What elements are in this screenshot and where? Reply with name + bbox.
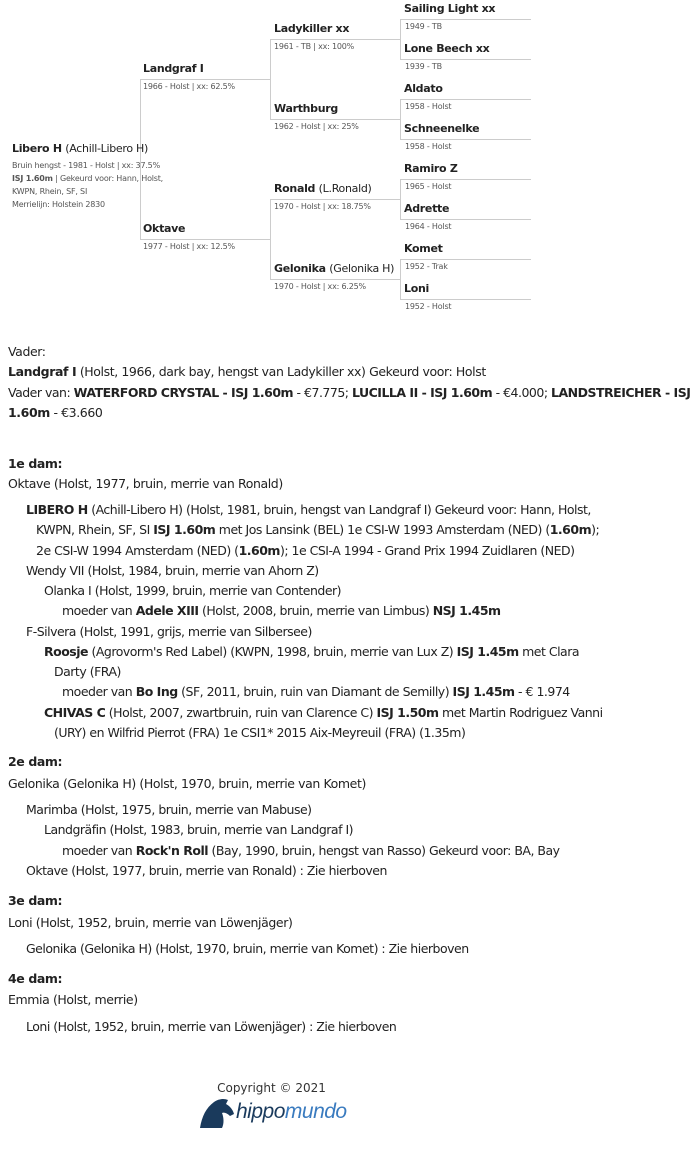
- dam1-heading: 1e dam:: [8, 456, 63, 471]
- chivas-b: (Holst, 2007, zwartbruin, ruin van Clarence C): [105, 705, 377, 720]
- dam-info: 1977 - Holst | xx: 12.5%: [143, 242, 235, 251]
- libero2-e: );: [591, 522, 600, 537]
- g1-info: 1949 - TB: [405, 22, 442, 31]
- moeder3-a: moeder van: [62, 843, 136, 858]
- libero2-b: ISJ 1.60m: [153, 522, 216, 537]
- dam-name[interactable]: Oktave: [143, 222, 186, 235]
- subject-isj: ISJ 1.60m: [12, 174, 53, 183]
- g2-info: 1939 - TB: [405, 62, 442, 71]
- ds-name[interactable]: [274, 182, 372, 195]
- g6-name[interactable]: Adrette: [404, 202, 450, 215]
- dd-info: 1970 - Holst | xx: 6.25%: [274, 282, 366, 291]
- dam3-name: Loni (Holst, 1952, bruin, merrie van Löwenjäger): [8, 915, 293, 930]
- oktave-ref-line: Oktave (Holst, 1977, bruin, merrie van Ronald) : Zie hierboven: [26, 863, 387, 878]
- ds-name-text: Ronald: [274, 182, 316, 195]
- libero3-a: 2e CSI-W 1994 Amsterdam (NED) (: [36, 543, 239, 558]
- moeder2-e: - € 1.974: [514, 684, 570, 699]
- olanka-line: Olanka I (Holst, 1999, bruin, merrie van Contender): [44, 583, 342, 598]
- offspring-3-money: - €3.660: [49, 405, 103, 420]
- sire-name[interactable]: Landgraf I: [143, 62, 204, 75]
- chivas-line2: (URY) en Wilfrid Pierrot (FRA) 1e CSI1* 2015 Aix-Meyreuil (FRA) (1.35m): [54, 725, 466, 740]
- offspring-3-height: 1.60m: [8, 405, 50, 420]
- g8-name[interactable]: Loni: [404, 282, 429, 295]
- g3-name[interactable]: Aldato: [404, 82, 443, 95]
- roosje-line2: Darty (FRA): [54, 664, 121, 679]
- g6-info: 1964 - Holst: [405, 222, 452, 231]
- sire-info: 1966 - Holst | xx: 62.5%: [143, 82, 235, 91]
- subject-damline: Merrielijn: Holstein 2830: [12, 200, 105, 209]
- ds-info: 1970 - Holst | xx: 18.75%: [274, 202, 371, 211]
- dam1-name: Oktave (Holst, 1977, bruin, merrie van Ronald): [8, 476, 283, 491]
- libero2-a: KWPN, Rhein, SF, SI: [36, 522, 154, 537]
- subject-sub: (Achill-Libero H): [65, 142, 148, 155]
- vader-offspring-label: Vader van:: [8, 385, 74, 400]
- offspring-2: LUCILLA II - ISJ 1.60m: [351, 385, 493, 400]
- ss-name[interactable]: Ladykiller xx: [274, 22, 350, 35]
- vader-heading: Vader:: [8, 344, 46, 359]
- g7-info: 1952 - Trak: [405, 262, 448, 271]
- fsilvera-line: F-Silvera (Holst, 1991, grijs, merrie van Silbersee): [26, 624, 312, 639]
- offspring-1: WATERFORD CRYSTAL - ISJ 1.60m: [73, 385, 294, 400]
- subject-keur: | Gekeurd voor: Hann, Holst,: [52, 174, 164, 183]
- dd-sub: (Gelonika H): [329, 262, 395, 275]
- moeder1-a: moeder van: [62, 603, 136, 618]
- libero-line3: [36, 541, 575, 561]
- logo-text-b: mundo: [284, 1100, 347, 1123]
- g2-name[interactable]: Lone Beech xx: [404, 42, 490, 55]
- moeder3-c: (Bay, 1990, bruin, hengst van Rasso) Gekeurd voor: BA, Bay: [208, 843, 560, 858]
- gelonika-ref-line: Gelonika (Gelonika H) (Holst, 1970, bruin, merrie van Komet) : Zie hierboven: [26, 941, 469, 956]
- subject-name-text: Libero H: [12, 142, 62, 155]
- libero3-b: 1.60m: [238, 543, 280, 558]
- dam2-name: Gelonika (Gelonika H) (Holst, 1970, bruin, merrie van Komet): [8, 776, 366, 791]
- subject-info: Bruin hengst - 1981 - Holst | xx: 37.5%: [12, 161, 160, 170]
- libero-line2: [36, 520, 600, 540]
- libero3-c: ); 1e CSI-A 1994 - Grand Prix 1994 Zuidlaren (NED): [279, 543, 575, 558]
- horse-head-icon: [196, 1096, 236, 1130]
- offspring-1-money: - €7.775;: [293, 385, 352, 400]
- subject-info2: [12, 174, 163, 183]
- landgrafin-line: Landgräfin (Holst, 1983, bruin, merrie van Landgraf I): [44, 822, 354, 837]
- libero-name: LIBERO H: [26, 502, 88, 517]
- marimba-line: Marimba (Holst, 1975, bruin, merrie van Mabuse): [26, 802, 312, 817]
- vader-name: Landgraf I: [8, 364, 77, 379]
- g7-name[interactable]: Komet: [404, 242, 443, 255]
- roosje-d: met Clara: [518, 644, 580, 659]
- g5-name[interactable]: Ramiro Z: [404, 162, 458, 175]
- ds-sub: (L.Ronald): [318, 182, 372, 195]
- roosje-a: Roosje: [44, 644, 89, 659]
- roosje-line1: [44, 642, 580, 662]
- moeder2-line: [62, 682, 592, 702]
- moeder1-line: [62, 601, 592, 621]
- sd-info: 1962 - Holst | xx: 25%: [274, 122, 359, 131]
- chivas-a: CHIVAS C: [44, 705, 106, 720]
- offspring-3: LANDSTREICHER - ISJ: [551, 385, 690, 400]
- g4-name[interactable]: Schneenelke: [404, 122, 480, 135]
- g1-name[interactable]: Sailing Light xx: [404, 2, 496, 15]
- moeder1-d: NSJ 1.45m: [432, 603, 501, 618]
- chivas-c: ISJ 1.50m: [376, 705, 439, 720]
- dam4-name: Emmia (Holst, merrie): [8, 992, 138, 1007]
- roosje-b: (Agrovorm's Red Label) (KWPN, 1998, bruin, merrie van Lux Z): [88, 644, 457, 659]
- moeder1-c: (Holst, 2008, bruin, merrie van Limbus): [198, 603, 433, 618]
- libero2-d: 1.60m: [549, 522, 592, 537]
- subject-name[interactable]: [12, 142, 148, 155]
- wendy-line: Wendy VII (Holst, 1984, bruin, merrie van Ahorn Z): [26, 563, 319, 578]
- moeder1-b: Adele XIII: [135, 603, 199, 618]
- ss-info: 1961 - TB | xx: 100%: [274, 42, 355, 51]
- moeder2-b: Bo Ing: [135, 684, 178, 699]
- dd-name-text: Gelonika: [274, 262, 326, 275]
- libero-line1: [26, 500, 591, 520]
- libero2-c: met Jos Lansink (BEL) 1e CSI-W 1993 Amsterdam (NED) (: [215, 522, 550, 537]
- hippomundo-logo[interactable]: [196, 1096, 356, 1132]
- vader-line2: [8, 383, 690, 403]
- chivas-line1: [44, 703, 603, 723]
- sd-name[interactable]: Warthburg: [274, 102, 338, 115]
- logo-text-a: hippo: [236, 1100, 285, 1123]
- dd-name[interactable]: [274, 262, 394, 275]
- chivas-d: met Martin Rodriguez Vanni: [438, 705, 603, 720]
- vader-line3: [8, 403, 538, 423]
- moeder3-b: Rock'n Roll: [135, 843, 209, 858]
- dam4-heading: 4e dam:: [8, 971, 63, 986]
- libero-desc: (Achill-Libero H) (Holst, 1981, bruin, hengst van Landgraf I) Gekeurd voor: Hann, Holst,: [87, 502, 591, 517]
- g8-info: 1952 - Holst: [405, 302, 452, 311]
- vader-line1: [8, 362, 538, 382]
- moeder2-a: moeder van: [62, 684, 136, 699]
- subject-info3: KWPN, Rhein, SF, SI: [12, 187, 88, 196]
- g3-info: 1958 - Holst: [405, 102, 452, 111]
- vader-desc: (Holst, 1966, dark bay, hengst van Ladykiller xx) Gekeurd voor: Holst: [76, 364, 486, 379]
- logo-text: [236, 1100, 347, 1124]
- moeder2-d: ISJ 1.45m: [452, 684, 515, 699]
- loni-ref-line: Loni (Holst, 1952, bruin, merrie van Löwenjäger) : Zie hierboven: [26, 1019, 397, 1034]
- copyright: Copyright © 2021: [217, 1081, 326, 1095]
- offspring-2-money: - €4.000;: [492, 385, 552, 400]
- g4-info: 1958 - Holst: [405, 142, 452, 151]
- moeder2-c: (SF, 2011, bruin, ruin van Diamant de Semilly): [177, 684, 453, 699]
- g5-info: 1965 - Holst: [405, 182, 452, 191]
- rocknroll-line: [62, 841, 592, 861]
- roosje-c: ISJ 1.45m: [456, 644, 519, 659]
- dam2-heading: 2e dam:: [8, 754, 63, 769]
- dam3-heading: 3e dam:: [8, 893, 63, 908]
